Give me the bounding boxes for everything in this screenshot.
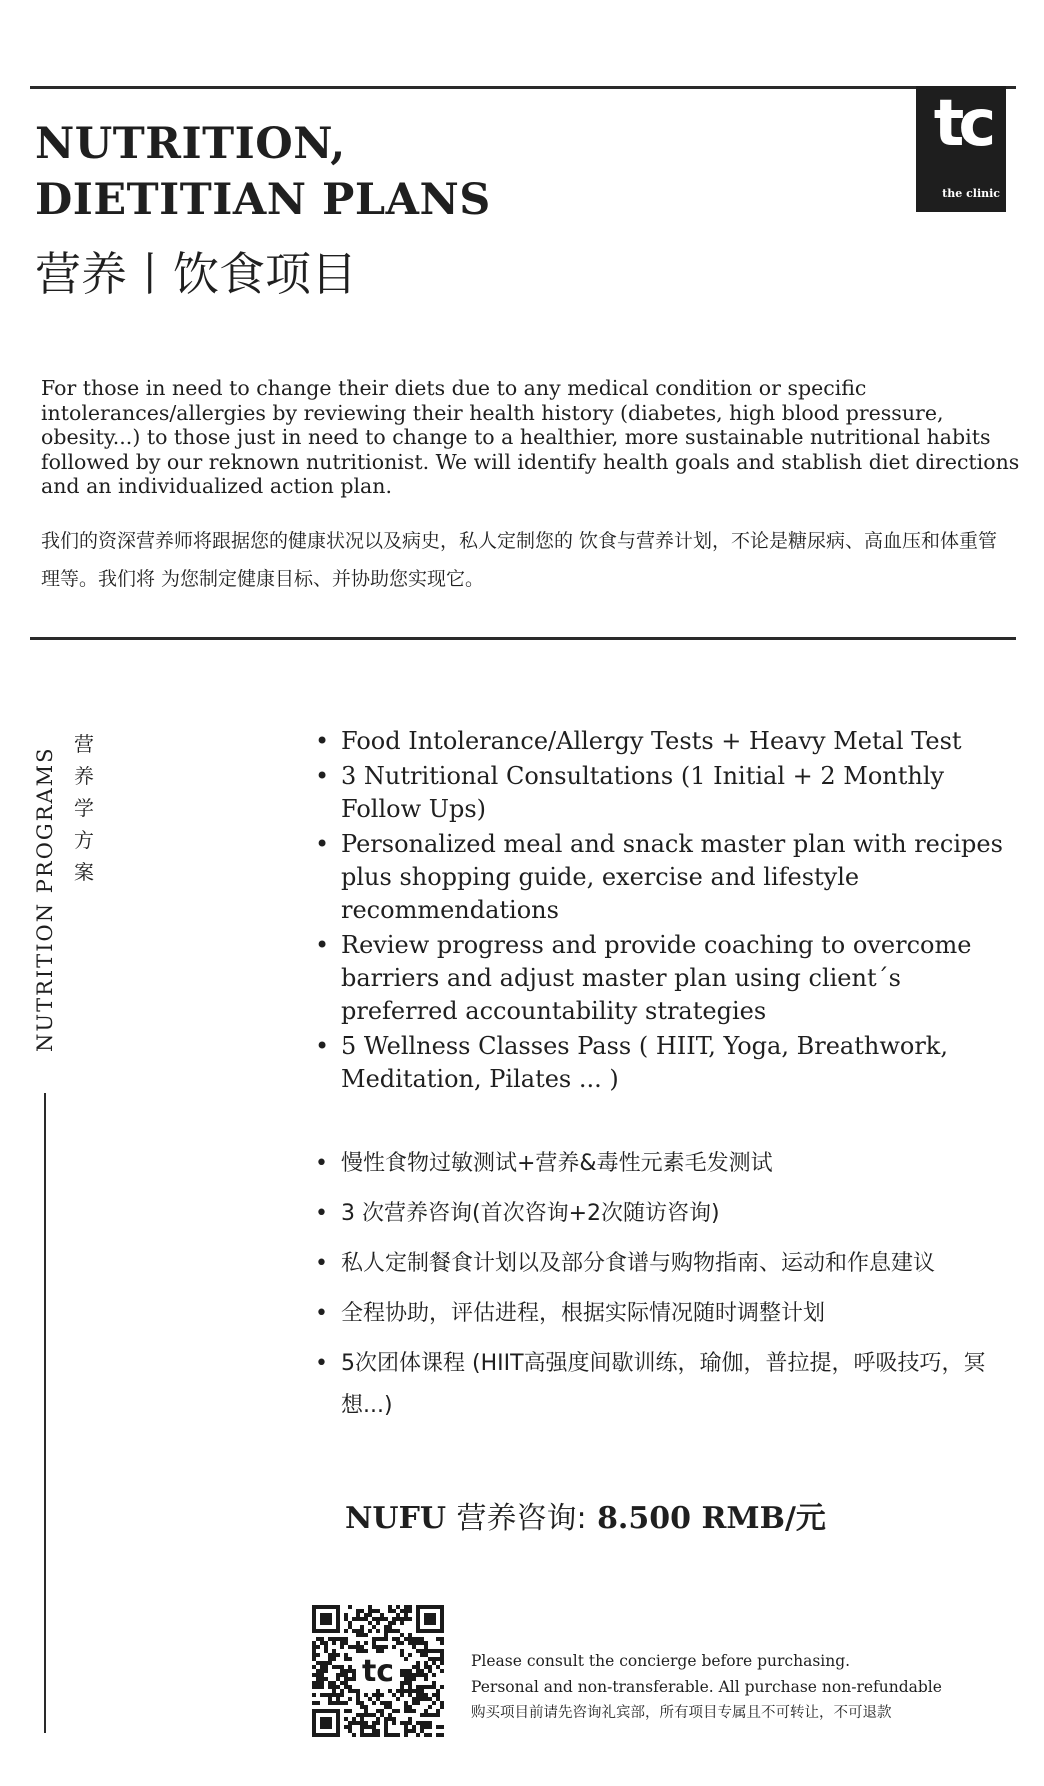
program-list-zh bbox=[305, 1143, 1020, 1435]
qr-finder bbox=[320, 1613, 332, 1625]
note-line-1: Please consult the concierge before purchasing. bbox=[471, 1652, 851, 1670]
program-item: • 3 Nutritional Consultations (1 Initial + 2 Monthly Follow Ups) bbox=[305, 760, 1025, 826]
program-item: • Review progress and provide coaching to overcome barriers and adjust master plan using client´s preferred accountability strategies bbox=[305, 929, 1025, 1028]
price-code: NUFU bbox=[345, 1501, 447, 1536]
logo-mark: tc bbox=[933, 87, 991, 161]
price-line bbox=[345, 1496, 826, 1542]
qr-logo-text: tc bbox=[361, 1654, 395, 1689]
title-line-2: DIETITIAN PLANS bbox=[35, 175, 491, 225]
program-item-zh: • 5次团体课程 (HIIT高强度间歇训练，瑜伽，普拉提，呼吸技巧，冥想...) bbox=[305, 1343, 1020, 1427]
clinic-logo bbox=[916, 86, 1006, 212]
program-item: • Personalized meal and snack master plan with recipes plus shopping guide, exercise and lifestyle recommendations bbox=[305, 828, 1025, 927]
side-label-zh-char: 案 bbox=[74, 860, 94, 884]
side-label-en: NUTRITION PROGRAMS bbox=[33, 746, 57, 1052]
logo-subtitle: the clinic bbox=[942, 187, 1000, 200]
side-label-zh-char: 营 bbox=[74, 732, 94, 756]
top-divider bbox=[30, 86, 1016, 89]
title-line-1: NUTRITION, bbox=[35, 119, 346, 169]
intro-paragraph-en: For those in need to change their diets due to any medical condition or specific intolerances/allergies by reviewing their health history (diabetes, high blood pressure, obesity...) to those just in need to change to a healthier, more sustainable nutritional habits followed by our reknown nutritionist. We will identify health goals and stablish diet directions and an individualized action plan. bbox=[41, 376, 1020, 498]
program-item-zh: • 慢性食物过敏测试+营养&毒性元素毛发测试 bbox=[305, 1143, 1020, 1185]
program-item-zh: • 私人定制餐食计划以及部分食谱与购物指南、运动和作息建议 bbox=[305, 1243, 1020, 1285]
program-item: • 5 Wellness Classes Pass ( HIIT, Yoga, Breathwork, Meditation, Pilates ... ) bbox=[305, 1030, 1025, 1096]
program-list-en bbox=[305, 725, 1025, 1098]
side-label-zh-char: 养 bbox=[74, 764, 94, 788]
program-item: • Food Intolerance/Allergy Tests + Heavy Metal Test bbox=[305, 725, 1025, 758]
intro-paragraph-zh: 我们的资深营养师将跟据您的健康状况以及病史，私人定制您的 饮食与营养计划，不论是糖尿病、高血压和体重管理等。我们将 为您制定健康目标、并协助您实现它。 bbox=[41, 530, 998, 590]
qr-code[interactable] bbox=[312, 1605, 444, 1737]
note-line-zh: 购买项目前请先咨询礼宾部，所有项目专属且不可转让，不可退款 bbox=[471, 1705, 892, 1721]
qr-finder bbox=[424, 1613, 436, 1625]
page-title bbox=[35, 116, 491, 228]
page-title-zh: 营养丨饮食项目 bbox=[35, 247, 357, 301]
side-label-zh-char: 方 bbox=[74, 828, 94, 852]
price-label-zh: 营养咨询: bbox=[456, 1501, 587, 1536]
program-item-zh: • 全程协助，评估进程，根据实际情况随时调整计划 bbox=[305, 1293, 1020, 1335]
qr-finder bbox=[320, 1717, 332, 1729]
side-vertical-line bbox=[44, 1093, 46, 1733]
note-line-2: Personal and non-transferable. All purchase non-refundable bbox=[471, 1678, 942, 1696]
side-label-zh-char: 学 bbox=[74, 796, 94, 820]
section-divider bbox=[30, 637, 1016, 640]
program-item-zh: • 3 次营养咨询(首次咨询+2次随访咨询) bbox=[305, 1193, 1020, 1235]
side-label-zh bbox=[70, 728, 98, 888]
price-amount: 8.500 RMB/元 bbox=[597, 1501, 826, 1536]
purchase-note bbox=[471, 1648, 1031, 1726]
